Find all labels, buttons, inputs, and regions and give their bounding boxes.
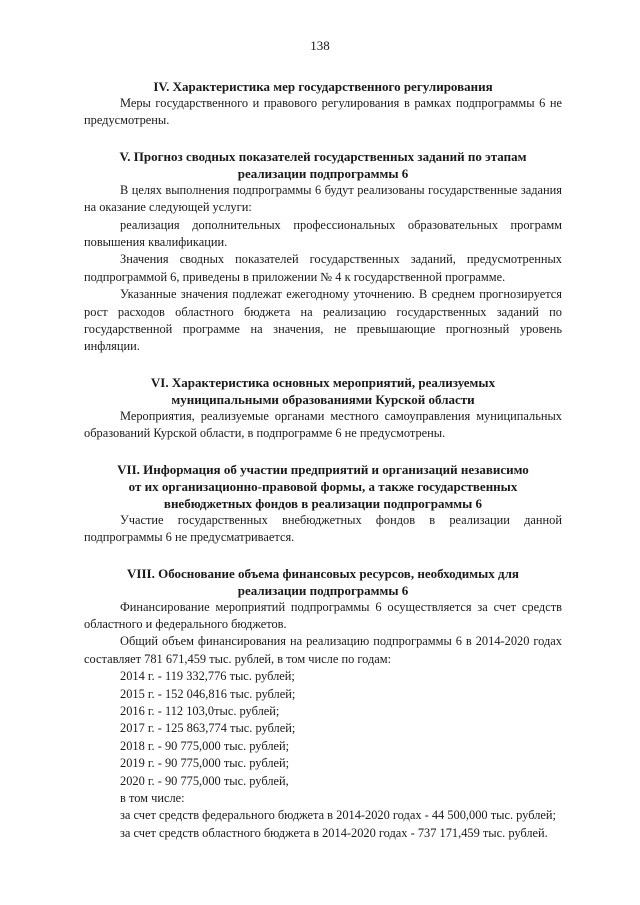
paragraph: Финансирование мероприятий подпрограммы 6 осуществляется за счет средств областного и федерального бюджетов. bbox=[84, 599, 562, 631]
section-v bbox=[84, 148, 562, 356]
funding-year-line: 2015 г. - 152 046,816 тыс. рублей; bbox=[120, 686, 296, 701]
paragraph: Значения сводных показателей государственных заданий, предусмотренных подпрограммой 6, приведены в приложении № 4 к государственной программе. bbox=[84, 252, 562, 284]
paragraph: Меры государственного и правового регулирования в рамках подпрограммы 6 не предусмотрены. bbox=[84, 96, 562, 128]
funding-year-line: 2014 г. - 119 332,776 тыс. рублей; bbox=[120, 669, 295, 684]
section-iv-title: IV. Характеристика мер государственного регулирования bbox=[153, 79, 493, 94]
paragraph: Мероприятия, реализуемые органами местного самоуправления муниципальных образований Курской области, в подпрограмме 6 не предусмотрены. bbox=[84, 408, 562, 441]
funding-year-line: 2016 г. - 112 103,0тыс. рублей; bbox=[120, 703, 280, 718]
funding-year-line: 2019 г. - 90 775,000 тыс. рублей; bbox=[120, 756, 290, 771]
page-number: 138 bbox=[310, 38, 330, 53]
section-vi bbox=[84, 374, 562, 443]
funding-year-line: 2017 г. - 125 863,774 тыс. рублей; bbox=[120, 721, 296, 736]
paragraph: Участие государственных внебюджетных фондов в реализации данной подпрограммы 6 не предусматривается. bbox=[84, 512, 562, 545]
section-iv bbox=[84, 78, 562, 130]
funding-year-line: 2020 г. - 90 775,000 тыс. рублей, bbox=[120, 773, 289, 788]
section-v-title: V. Прогноз сводных показателей государственных заданий по этапам реализации подпрограммы 6 bbox=[119, 148, 527, 181]
section-vi-title: VI. Характеристика основных мероприятий, реализуемых муниципальными образованиями Курской области bbox=[150, 374, 496, 407]
paragraph: за счет средств областного бюджета в 2014-2020 годах - 737 171,459 тыс. рублей. bbox=[120, 825, 548, 840]
paragraph: В целях выполнения подпрограммы 6 будут реализованы государственные задания на оказание следующей услуги: bbox=[84, 182, 562, 215]
paragraph: Указанные значения подлежат ежегодному уточнению. В среднем прогнозируется рост расходов областного бюджета на реализацию государственных заданий по государственной программе на значения, не превышающие прогнозный уровень инфляции. bbox=[84, 287, 562, 354]
paragraph: за счет средств федерального бюджета в 2014-2020 годах - 44 500,000 тыс. рублей; bbox=[120, 808, 556, 823]
funding-year-line: 2018 г. - 90 775,000 тыс. рублей; bbox=[120, 738, 290, 753]
section-vii-title: VII. Информация об участии предприятий и организаций независимо от их организационно-правовой формы, а также государственных внебюджетных фондов в реализации подпрограммы 6 bbox=[117, 461, 529, 511]
including-label: в том числе: bbox=[120, 790, 185, 805]
section-viii-title: VIII. Обоснование объема финансовых ресурсов, необходимых для реализации подпрограммы 6 bbox=[127, 565, 519, 598]
section-viii bbox=[84, 565, 562, 843]
paragraph: Общий объем финансирования на реализацию подпрограммы 6 в 2014-2020 годах составляет 781 671,459 тыс. рублей, в том числе по годам: bbox=[84, 634, 562, 666]
document-body bbox=[84, 78, 562, 842]
paragraph: реализация дополнительных профессиональных образовательных программ повышения квалификации. bbox=[84, 217, 562, 250]
section-vii bbox=[84, 461, 562, 547]
